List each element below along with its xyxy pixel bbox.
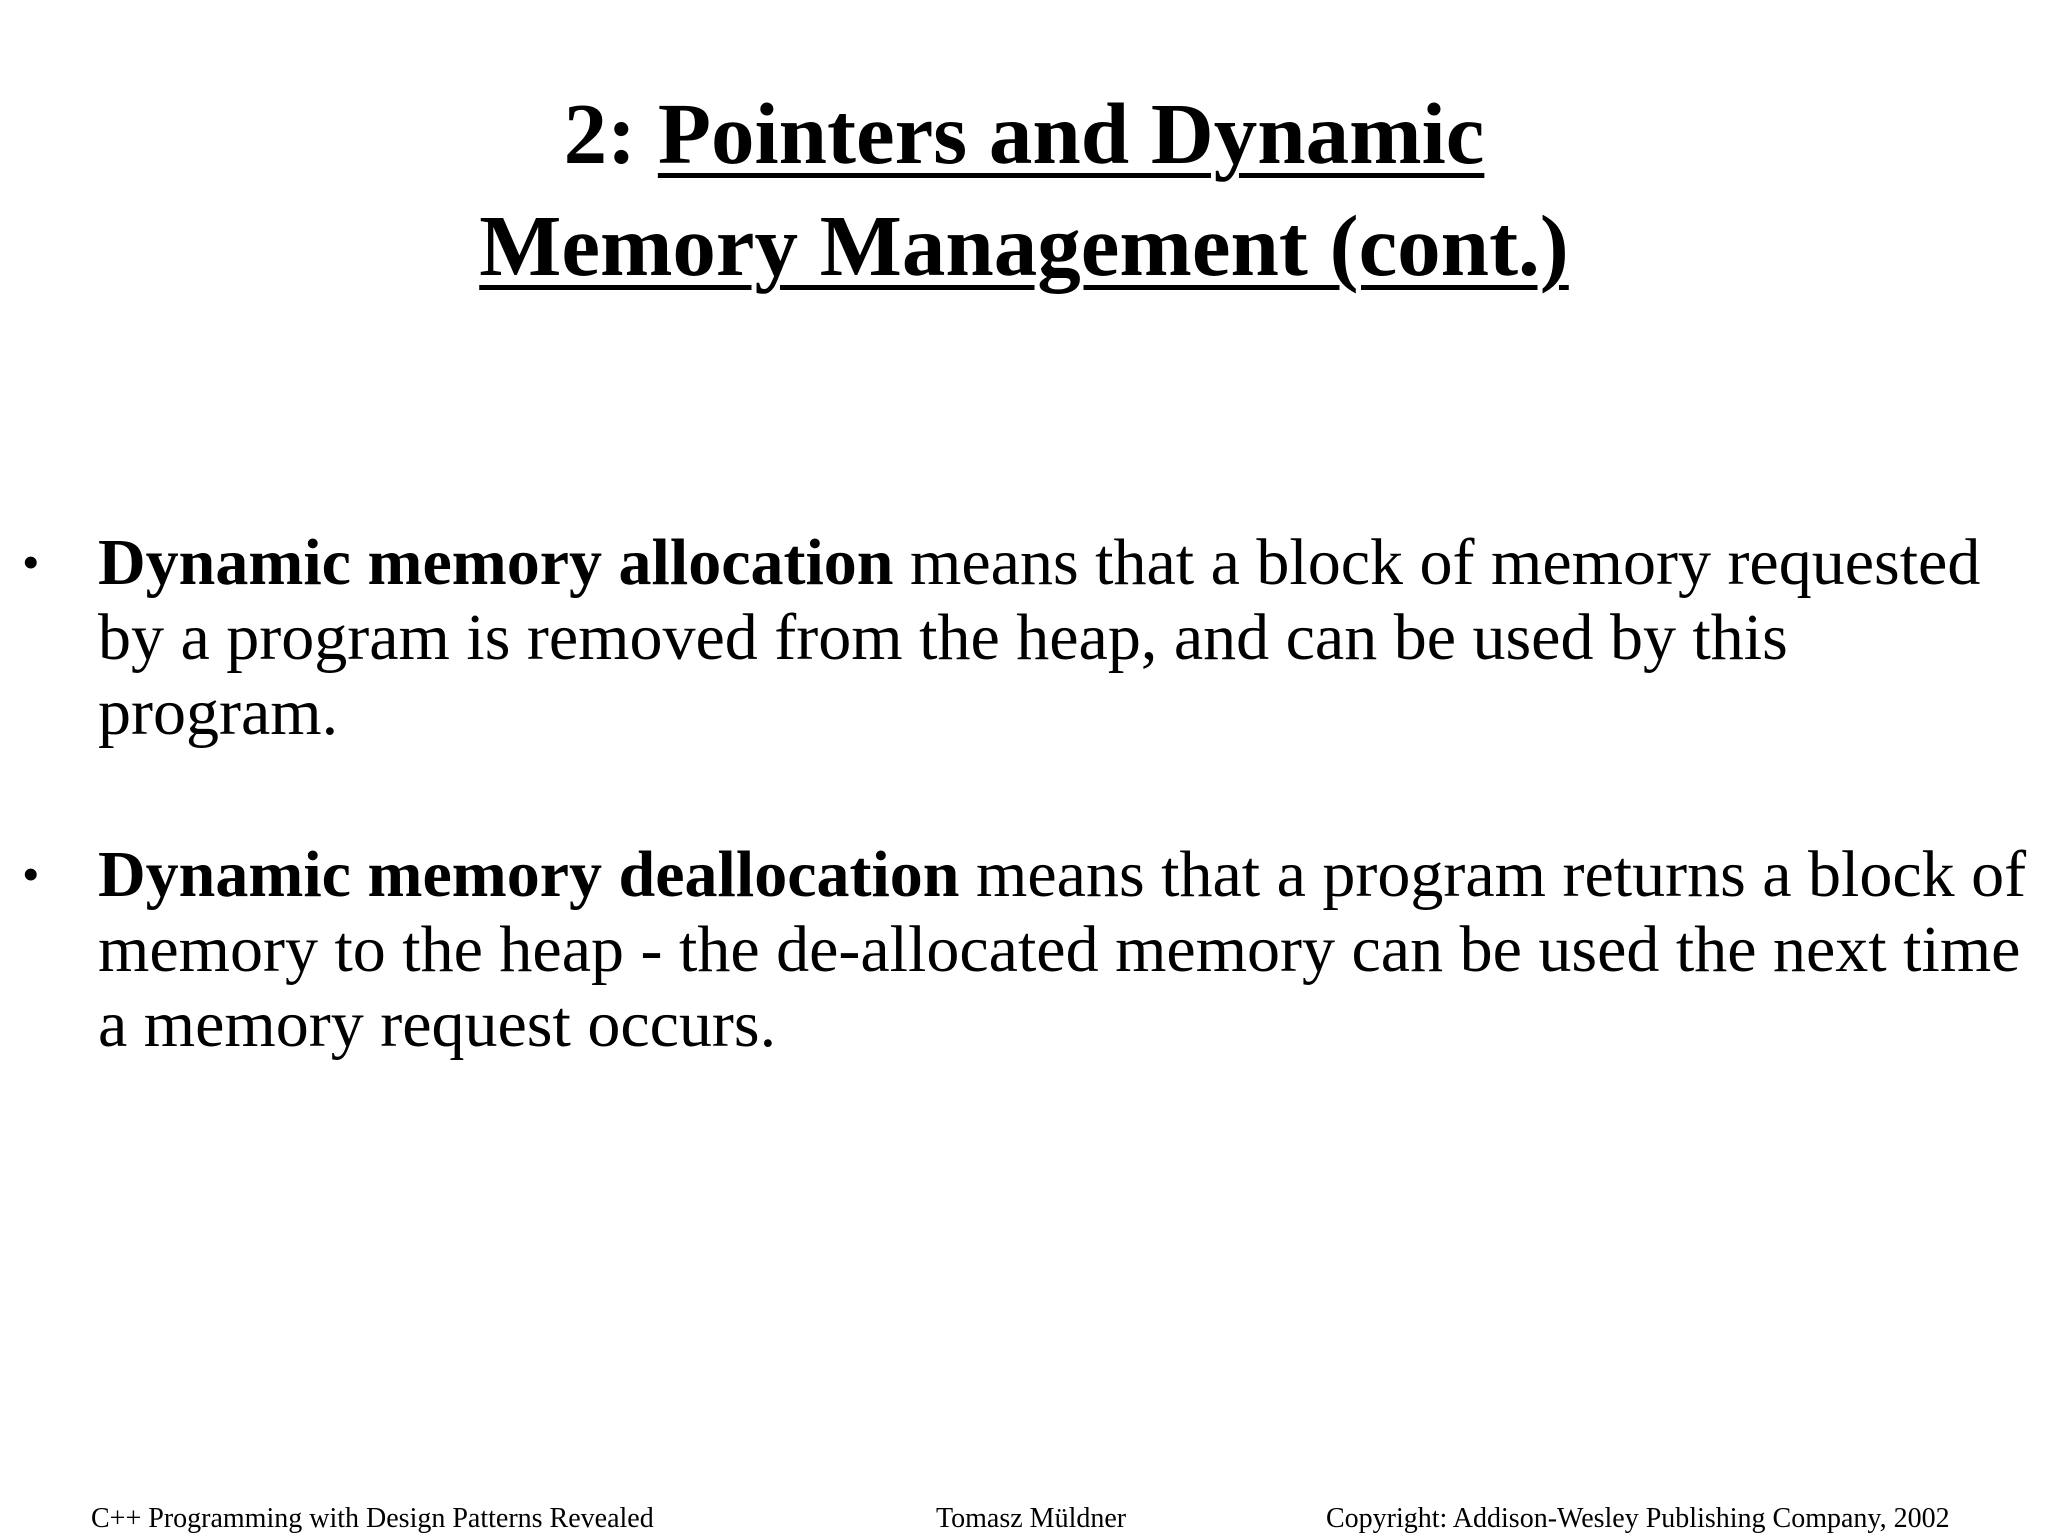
bullet-term: Dynamic memory deallocation (98, 838, 960, 911)
bullet-text: means that a block of memory requested by a program is removed from the heap, and can be used by this program. (98, 526, 1981, 749)
footer-copyright: Copyright: Addison-Wesley Publishing Company, 2002 (1326, 1503, 1950, 1534)
footer-book-title: C++ Programming with Design Patterns Revealed (91, 1503, 654, 1534)
bullet-icon: • (22, 846, 40, 902)
bullet-text: means that a program returns a block of memory to the heap - the de-allocated memory can be used the next time a memory request occurs. (98, 838, 2027, 1061)
slide-title (0, 78, 2048, 302)
slide-title-text-2: Memory Management (cont.) (479, 197, 1569, 294)
bullet-item-deallocation (0, 837, 2048, 1062)
footer-author: Tomasz Müldner (936, 1503, 1127, 1534)
slide-title-text-1: Pointers and Dynamic (657, 85, 1485, 182)
slide-title-line-2 (0, 190, 2048, 302)
bullet-item-allocation (0, 525, 2048, 750)
bullet-icon: • (22, 534, 40, 590)
bullet-term: Dynamic memory allocation (98, 526, 894, 599)
slide-title-number: 2: (563, 85, 637, 182)
slide-title-line-1 (0, 78, 2048, 190)
bullet-list (0, 525, 2048, 1149)
